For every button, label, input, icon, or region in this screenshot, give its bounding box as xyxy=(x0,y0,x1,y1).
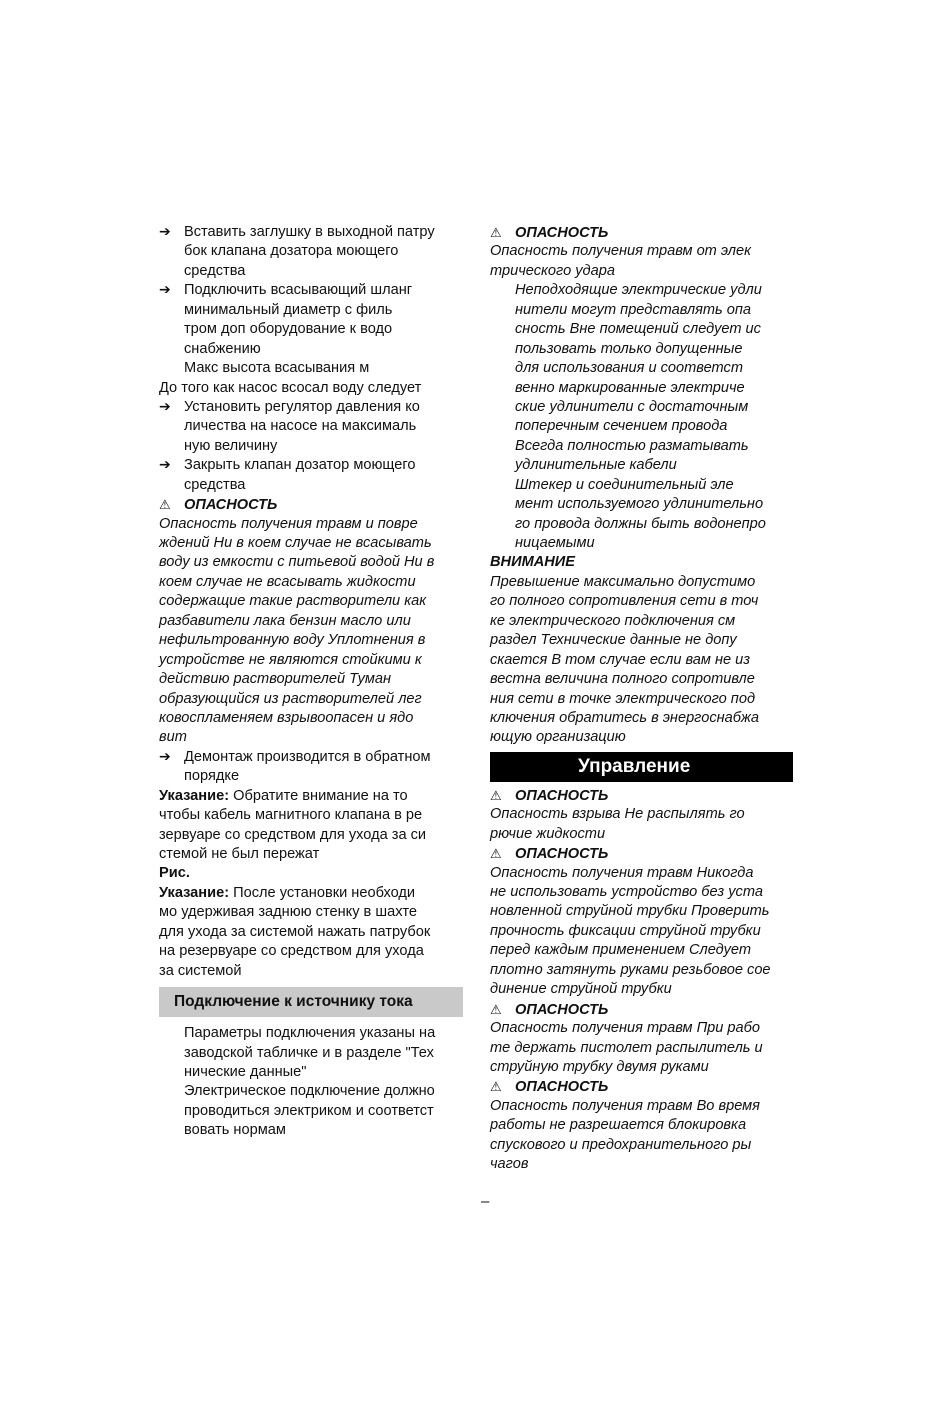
max-suction-height: Макс высота всасывания м xyxy=(184,360,370,377)
before-pump-text: До того как насос всосал воду следует xyxy=(159,379,422,396)
danger-heading: ⚠ ОПАСНОСТЬ xyxy=(490,787,609,804)
danger-text-two-hands: Опасность получения травм При рабо те держать пистолет распылитель и струйную трубку двумя руками xyxy=(490,1020,763,1075)
figure-label: Рис. xyxy=(159,865,190,882)
step-close-valve: ➔ Закрыть клапан дозатор моющего средства xyxy=(159,456,416,493)
danger-heading: ⚠ ОПАСНОСТЬ xyxy=(490,1001,609,1018)
section-heading-power: Подключение к источнику тока xyxy=(159,987,463,1017)
step-set-pressure: ➔ Установить регулятор давления ко личества на насосе на максималь ную величину xyxy=(159,397,420,454)
warning-triangle-icon: ⚠ xyxy=(490,787,502,803)
attention-text: Превышение максимально допустимо го полного сопротивления сети в точ ке электрического подключения см раздел Технические данные не допу скается В том случае если вам не из вестна величина полного сопротивле ния сети в точке электрического под ключения обратитесь в энергоснабжа ющую организацию xyxy=(490,573,759,746)
warning-triangle-icon: ⚠ xyxy=(490,1079,502,1095)
danger-heading: ⚠ ОПАСНОСТЬ xyxy=(490,225,609,241)
note-cable: Указание: Обратите внимание на то чтобы кабель магнитного клапана в ре зервуаре со средством для ухода за си стемой не был пережат xyxy=(159,787,427,862)
warning-triangle-icon: ⚠ xyxy=(159,497,171,513)
right-column xyxy=(490,223,793,1175)
section-heading-control: Управление xyxy=(490,752,793,782)
danger-text-spray-lance: Опасность получения травм Никогда не использовать устройство без уста новленной струйной трубки Проверить прочность фиксации струйной трубки перед каждым применением Следует плотно затянуть руками резьбовое сое динение струйной трубки xyxy=(490,864,771,998)
danger-text-trigger-lock: Опасность получения травм Во время работы не разрешается блокировка спускового и предохранительного ры чагов xyxy=(490,1097,760,1173)
danger-text-extension-cords: Неподходящие электрические удли нители могут представлять опа сность Вне помещений следует ис пользовать только допущенные для использования и соответст венно маркированные электриче ские удлинители с достаточным поперечным сечением провода Всегда полностью разматывать удлинительные кабели Штекер и соединительный эле мент используемого удлинительно го провода должны быть водонепро ницаемыми xyxy=(515,282,766,551)
warning-triangle-icon: ⚠ xyxy=(490,225,502,240)
step-connect-hose: ➔ Подключить всасывающий шланг минимальный диаметр с филь тром доп оборудование к водо снабжению xyxy=(159,281,413,357)
right-arrow-icon: ➔ xyxy=(159,397,171,414)
danger-text-electric: Опасность получения травм от элек трического удара xyxy=(490,243,751,279)
danger-text-solvents: Опасность получения травм и повре ждений Ни в коем случае не всасывать воду из емкости с питьевой водой Ни в коем случае не всасывать жидкости содержащие такие растворители как разбавители лака бензин масло или нефильтрованную воду Уплотнения в устройстве не являются стойкими к действию растворителей Туман образующийся из растворителей лег ковоспламеняем взрывоопасен и ядо вит xyxy=(159,515,435,746)
step-insert-plug: ➔ Вставить заглушку в выходной патру бок клапана дозатора моющего средства xyxy=(159,223,435,279)
step-dismantle: ➔ Демонтаж производится в обратном порядке xyxy=(159,747,431,785)
warning-triangle-icon: ⚠ xyxy=(490,846,502,862)
page-marker: – xyxy=(481,1193,490,1210)
power-connection-text: Параметры подключения указаны на заводской табличке и в разделе "Тех нические данные" Электрическое подключение должно проводиться электриком и соответст вовать нормам xyxy=(184,1025,436,1139)
danger-heading: ⚠ ОПАСНОСТЬ xyxy=(159,497,278,514)
right-arrow-icon: ➔ xyxy=(159,281,171,298)
danger-heading: ⚠ ОПАСНОСТЬ xyxy=(490,846,609,863)
danger-heading: ⚠ ОПАСНОСТЬ xyxy=(490,1079,609,1096)
right-arrow-icon: ➔ xyxy=(159,747,171,764)
danger-text-explosion: Опасность взрыва Не распылять го рючие жидкости xyxy=(490,806,745,842)
attention-heading: ВНИМАНИЕ xyxy=(490,554,576,571)
right-arrow-icon: ➔ xyxy=(159,223,171,239)
warning-triangle-icon: ⚠ xyxy=(490,1001,502,1017)
left-column xyxy=(159,223,463,1141)
note-installation: Указание: После установки необходи мо удерживая заднюю стенку в шахте для ухода за системой нажать патрубок на резервуаре со средством для ухода за системой xyxy=(159,884,431,979)
right-arrow-icon: ➔ xyxy=(159,456,171,473)
